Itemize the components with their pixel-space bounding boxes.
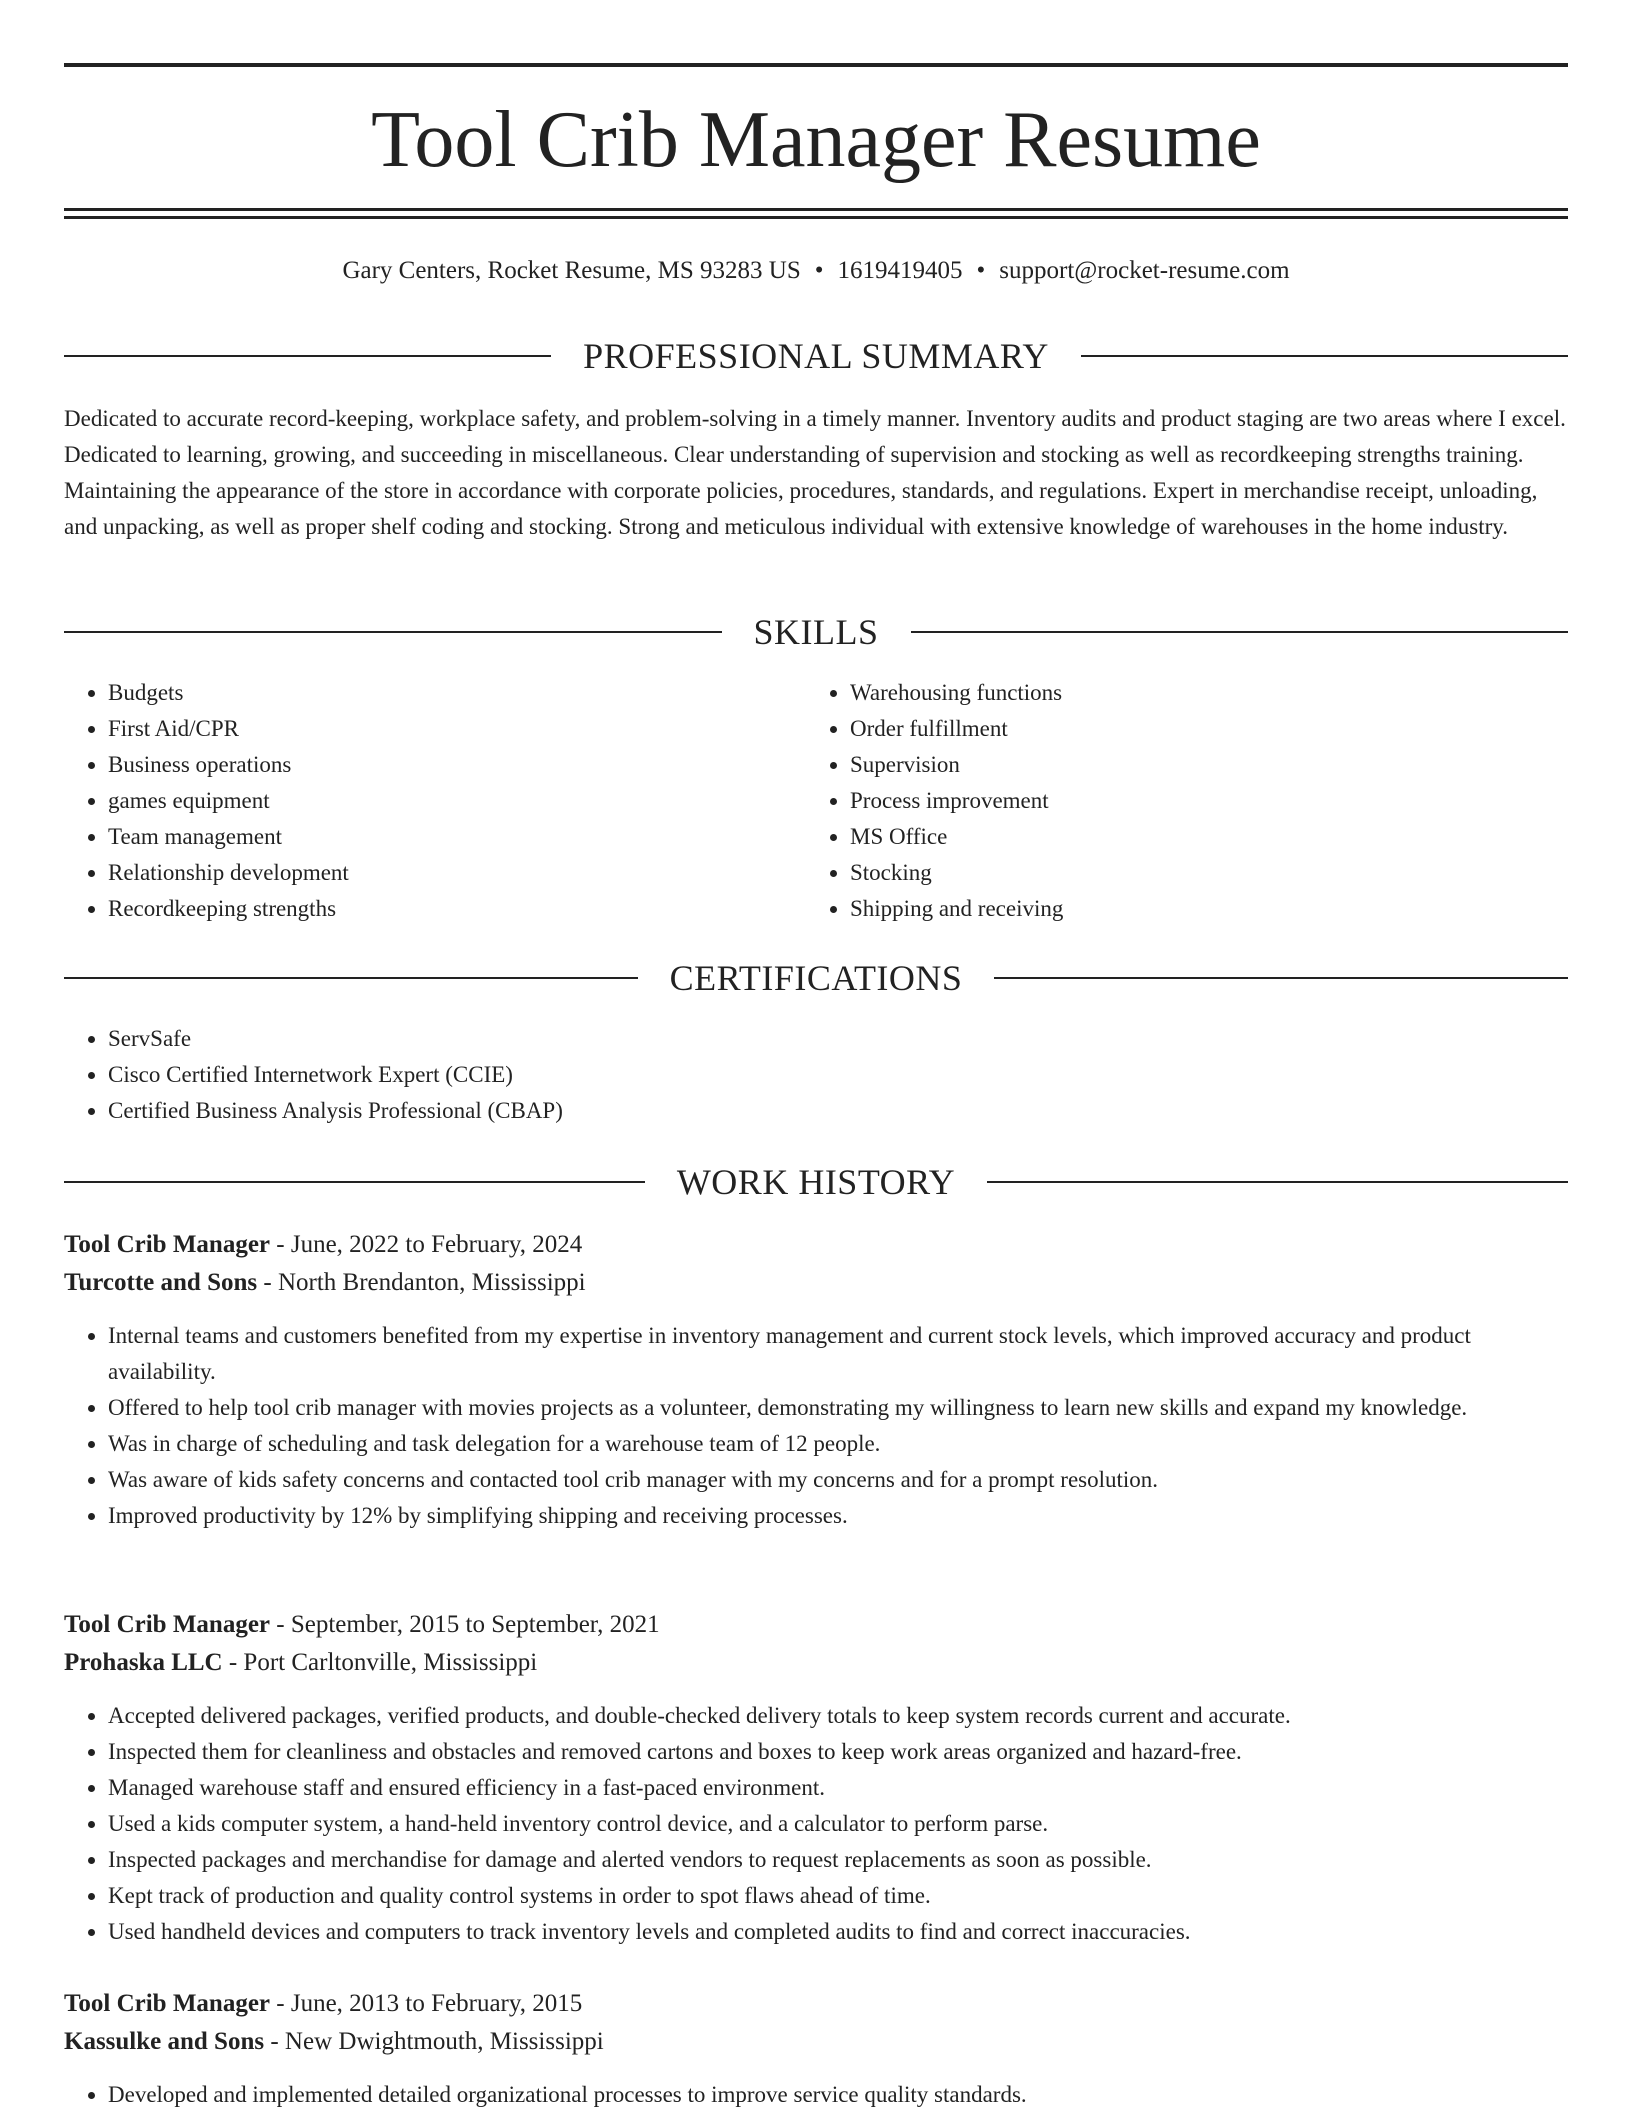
skill-item: • MS Office [850,819,1566,855]
section-title: PROFESSIONAL SUMMARY [583,336,1049,376]
skill-item: • Stocking [850,855,1566,891]
contact-email: support@rocket-resume.com [999,257,1290,284]
job-company: Turcotte and Sons [64,1269,258,1296]
heading-rule [64,1181,645,1183]
certification-item: • ServSafe [108,1021,1564,1057]
contact-separator: • [976,257,986,284]
skill-item: • First Aid/CPR [108,711,764,747]
title-rule-upper [64,208,1568,211]
job-bullets [64,1318,1568,1534]
heading-rule [64,355,551,357]
job-dates: - June, 2013 to February, 2015 [270,1990,583,2017]
title-rule-lower [64,216,1568,219]
job-location: - Port Carltonville, Mississippi [222,1649,538,1676]
job-bullet: • Inspected them for cleanliness and obstacles and removed cartons and boxes to keep work areas organized and hazard-free. [108,1734,1568,1770]
section-title: WORK HISTORY [676,1162,956,1202]
job-bullet: • Used a kids computer system, a hand-held inventory control device, and a calculator to perform parse. [108,1806,1568,1842]
skill-item: • Process improvement [850,783,1566,819]
heading-rule [64,977,638,979]
skill-item: • Warehousing functions [850,675,1566,711]
job-bullet: • Used handheld devices and computers to track inventory levels and completed audits to find and correct inaccuracies. [108,1914,1568,1950]
skill-item: • Budgets [108,675,764,711]
skills-column-left [64,675,764,927]
job-company-line [64,1644,1568,1682]
work-history-heading [64,1160,1568,1204]
job-location: - New Dwightmouth, Mississippi [264,2028,604,2055]
skills-list-left [64,675,764,927]
skill-item: • Relationship development [108,855,764,891]
skills-list-right [806,675,1566,927]
contact-phone: 1619419405 [837,257,963,284]
job-title: Tool Crib Manager [64,1611,271,1638]
job-title: Tool Crib Manager [64,1231,271,1258]
job-company-line [64,2023,1568,2061]
job-bullet: • Inspected packages and merchandise for damage and alerted vendors to request replacements as soon as possible. [108,1842,1568,1878]
job-title: Tool Crib Manager [64,1990,271,2017]
job-bullet: • Kept track of production and quality control systems in order to spot flaws ahead of time. [108,1878,1568,1914]
certification-item: • Certified Business Analysis Professional (CBAP) [108,1093,1564,1129]
heading-rule [987,1181,1568,1183]
job-bullet: • Accepted delivered packages, verified products, and double-checked delivery totals to keep system records current and accurate. [108,1698,1568,1734]
heading-rule [994,977,1568,979]
heading-rule [911,631,1569,633]
skill-item: • Team management [108,819,764,855]
job-title-line [64,1606,1568,1644]
job-entry [64,1226,1568,1534]
job-title-line [64,1226,1568,1264]
skill-item: • Recordkeeping strengths [108,891,764,927]
certification-item: • Cisco Certified Internetwork Expert (CCIE) [108,1057,1564,1093]
job-bullets [64,2077,1568,2112]
job-location: - North Brendanton, Mississippi [257,1269,586,1296]
job-entry [64,1985,1568,2112]
section-title: CERTIFICATIONS [669,958,963,998]
heading-rule [64,631,722,633]
heading-rule [1081,355,1568,357]
summary-heading [64,334,1568,378]
contact-line [64,254,1568,288]
summary-text: Dedicated to accurate record-keeping, workplace safety, and problem-solving in a timely manner. Inventory audits and product staging are two areas where I excel. Dedicated to learning, growing, and succeeding in miscellaneous. Clear understanding of supervision and stocking as well as recordkeeping strengths training. Maintaining the appearance of the store in accordance with corporate policies, procedures, standards, and regulations. Expert in merchandise receipt, unloading, and unpacking, as well as proper shelf coding and stocking. Strong and meticulous individual with extensive knowledge of warehouses in the home industry. [64,406,1566,539]
job-title-line [64,1985,1568,2023]
job-bullet: • Improved productivity by 12% by simplifying shipping and receiving processes. [108,1498,1568,1534]
job-dates: - June, 2022 to February, 2024 [270,1231,583,1258]
certifications-heading [64,956,1568,1000]
skills-column-right [806,675,1566,927]
skill-item: • Shipping and receiving [850,891,1566,927]
job-company: Kassulke and Sons [64,2028,265,2055]
section-title: SKILLS [753,612,879,652]
job-bullet: • Internal teams and customers benefited from my expertise in inventory management and current stock levels, which improved accuracy and product availability. [108,1318,1568,1390]
skill-item: • Supervision [850,747,1566,783]
contact-separator: • [814,257,824,284]
certifications-list [64,1021,1564,1129]
job-dates: - September, 2015 to September, 2021 [270,1611,660,1638]
job-bullet: • Managed warehouse staff and ensured efficiency in a fast-paced environment. [108,1770,1568,1806]
job-bullet: • Offered to help tool crib manager with movies projects as a volunteer, demonstrating my willingness to learn new skills and expand my knowledge. [108,1390,1568,1426]
job-bullet: • Was aware of kids safety concerns and contacted tool crib manager with my concerns and for a prompt resolution. [108,1462,1568,1498]
skill-item: • Business operations [108,747,764,783]
skills-heading [64,610,1568,654]
skill-item: • Order fulfillment [850,711,1566,747]
job-company-line [64,1264,1568,1302]
skill-item: • games equipment [108,783,764,819]
job-bullets [64,1698,1568,1950]
job-bullet: • Developed and implemented detailed organizational processes to improve service quality standards. [108,2077,1568,2112]
certifications-list-wrap [64,1021,1564,1129]
job-company: Prohaska LLC [64,1649,223,1676]
job-entry [64,1606,1568,1950]
contact-address: Gary Centers, Rocket Resume, MS 93283 US [342,257,801,284]
page-title: Tool Crib Manager Resume [371,96,1261,184]
top-rule [64,63,1568,67]
job-bullet: • Was in charge of scheduling and task delegation for a warehouse team of 12 people. [108,1426,1568,1462]
